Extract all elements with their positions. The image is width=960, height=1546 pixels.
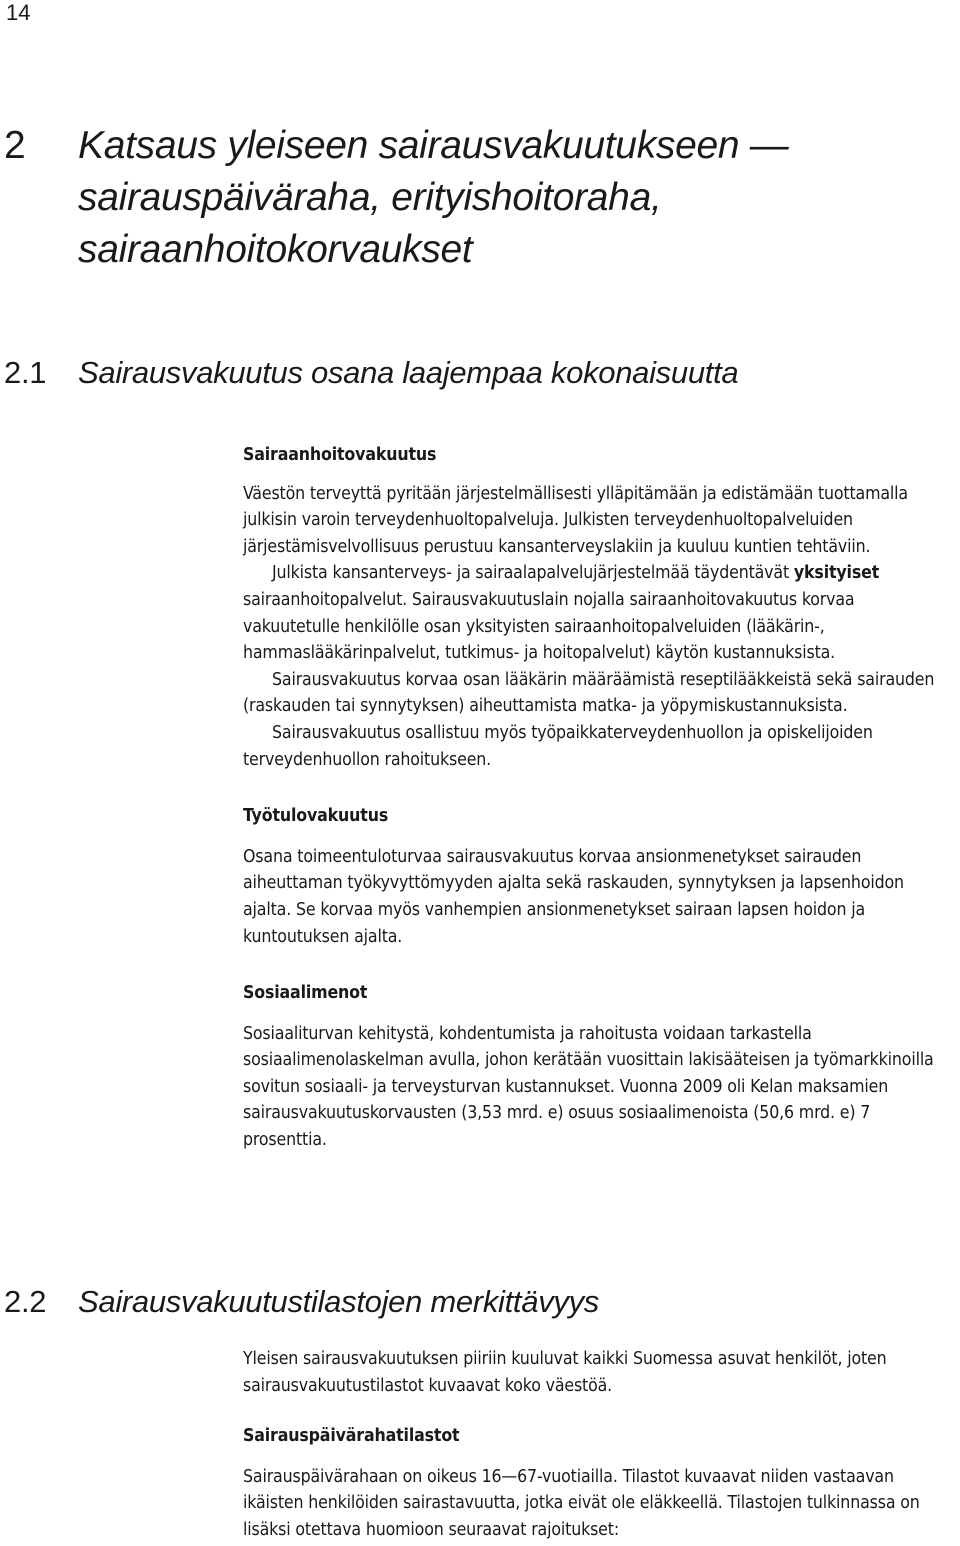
section-heading-2-1 <box>0 353 960 393</box>
paragraph: Sairauspäivärahaan on oikeus 16—67-vuotiailla. Tilastot kuvaavat niiden vastaavan ikäisten henkilöiden sairastavuutta, jotka eivät ole eläkkeellä. Tilastojen tulkinnassa on lisäksi otettava huomioon seuraavat rajoitukset: <box>243 1466 920 1540</box>
section-title: Sairausvakuutustilastojen merkittävyys <box>78 1284 599 1319</box>
section-number: 2.1 <box>4 355 47 390</box>
subheading-sosiaalimenot: Sosiaalimenot <box>243 983 368 1004</box>
chapter-number: 2 <box>4 124 26 167</box>
subheading-tyotulovakuutus: Työtulovakuutus <box>243 806 389 827</box>
paragraph: Sairausvakuutus korvaa osan lääkärin määräämistä reseptilääkkeistä sekä sairauden (raskauden tai synnytyksen) aiheuttamista matka- ja yöpymiskustannuksista. <box>243 669 935 717</box>
section-number: 2.2 <box>4 1284 47 1319</box>
section-2-2-body <box>243 1346 953 1544</box>
chapter-heading <box>0 120 960 276</box>
page-number: 14 <box>6 0 31 25</box>
chapter-title: Katsaus yleiseen sairausvakuutukseen — sairauspäiväraha, erityishoitoraha, sairaanhoitokorvaukset <box>78 124 789 271</box>
section-2-1-body <box>243 442 953 1154</box>
paragraph-text: Julkista kansanterveys- ja sairaalapalvelujärjestelmää täydentävät <box>272 563 789 584</box>
subheading-sairaanhoitovakuutus: Sairaanhoitovakuutus <box>243 445 437 465</box>
paragraph: Sairausvakuutus osallistuu myös työpaikkaterveydenhuollon ja opiskelijoiden terveydenhuollon rahoitukseen. <box>243 722 873 770</box>
paragraph: Yleisen sairausvakuutuksen piiriin kuuluvat kaikki Suomessa asuvat henkilöt, joten sairausvakuutustilastot kuvaavat koko väestöä. <box>243 1349 887 1396</box>
section-heading-2-2 <box>0 1282 960 1322</box>
paragraph-text: sairaanhoitopalvelut. Sairausvakuutuslain nojalla sairaanhoitovakuutus korvaa vakuutetulle henkilölle osan yksityisten sairaanhoitopalveluiden (lääkärin-, hammaslääkärinpalvelut, tutkimus- ja hoitopalvelut) käytön kustannuksista. <box>243 589 855 664</box>
paragraph <box>243 560 953 666</box>
emphasis-text: yksityiset <box>793 563 880 584</box>
subheading-sairauspaivarahatilastot: Sairauspäivärahatilastot <box>243 1426 460 1447</box>
paragraph: Osana toimeentuloturvaa sairausvakuutus korvaa ansionmenetykset sairauden aiheuttaman työkyvyttömyyden ajalta sekä raskauden, synnytyksen ja lapsenhoidon ajalta. Se korvaa myös vanhempien ansionmenetykset sairaan lapsen hoidon ja kuntoutuksen ajalta. <box>243 846 904 947</box>
paragraph: Väestön terveyttä pyritään järjestelmällisesti ylläpitämään ja edistämään tuottamalla julkisin varoin terveydenhuoltopalveluja. Julkisten terveydenhuoltopalveluiden järjestämisvelvollisuus perustuu kansanterveyslakiin ja kuuluu kuntien tehtäviin. <box>243 483 908 557</box>
paragraph: Sosiaaliturvan kehitystä, kohdentumista ja rahoitusta voidaan tarkastella sosiaalimenolaskelman avulla, johon kerätään vuosittain lakisääteisen ja työmarkkinoilla sovitun sosiaali- ja terveysturvan kustannukset. Vuonna 2009 oli Kelan maksamien sairausvakuutuskorvausten (3,53 mrd. e) osuus sosiaalimenoista (50,6 mrd. e) 7 prosenttia. <box>243 1023 934 1151</box>
section-title: Sairausvakuutus osana laajempaa kokonaisuutta <box>78 355 739 390</box>
